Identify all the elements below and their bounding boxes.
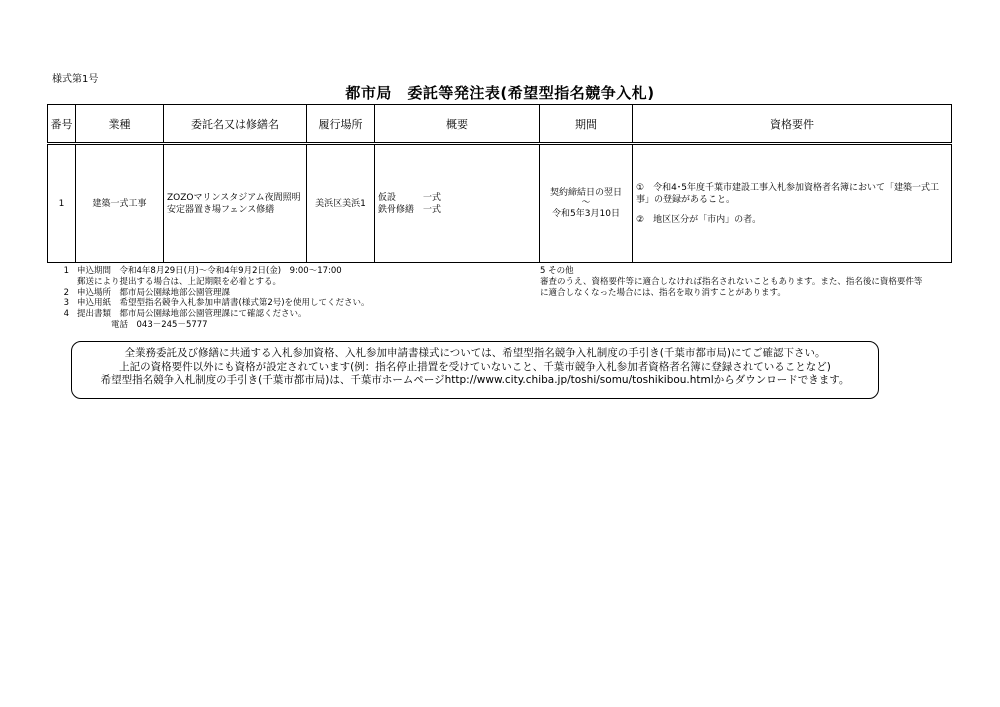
name-line-2: 安定器置き場フェンス修繕 bbox=[167, 204, 275, 215]
note-number: 4 bbox=[63, 309, 69, 320]
summary-line-1: 仮設 一式 bbox=[378, 192, 442, 203]
note-text: 提出書類 都市局公園緑地部公園管理課にて確認ください。 bbox=[77, 309, 307, 320]
notice-line-3: 希望型指名競争入札制度の手引き(千葉市都市局)は、千葉市ホームページhttp://www.city.chiba.jp/toshi/somu/toshikibou.htmlからダウンロードできます。 bbox=[100, 374, 850, 386]
page-title: 都市局 委託等発注表(希望型指名競争入札) bbox=[345, 84, 655, 102]
note-line: 審査のうえ、資格要件等に適合しなければ指名されないこともあります。また、指名後に資格要件等 bbox=[540, 276, 923, 287]
note-text: 申込用紙 希望型指名競争入札参加申請書(様式第2号)を使用してください。 bbox=[77, 298, 370, 309]
header-summary: 概要 bbox=[375, 105, 540, 144]
requirement-2: ② 地区区分が「市内」の者。 bbox=[636, 214, 762, 225]
header-name: 委託名又は修繕名 bbox=[164, 105, 307, 144]
cell-summary bbox=[375, 144, 540, 263]
period-line-1: 契約締結日の翌日 bbox=[549, 188, 622, 198]
requirement-1-line-1: ① 令和4･5年度千葉市建設工事入札参加資格者名簿において「建築一式工 bbox=[636, 182, 940, 193]
header-requirements: 資格要件 bbox=[633, 105, 952, 144]
table-header-row bbox=[48, 105, 952, 144]
period-line-2: ～ bbox=[581, 198, 591, 208]
form-number: 様式第1号 bbox=[52, 74, 99, 85]
note-text: 郵送により提出する場合は、上記期限を必着とする。 bbox=[77, 276, 282, 287]
note-line bbox=[47, 277, 370, 288]
note-text: 申込期間 令和4年8月29日(月)～令和4年9月2日(金) 9:00～17:00 bbox=[77, 266, 342, 276]
cell-name bbox=[164, 144, 307, 263]
summary-line-2: 鉄骨修繕 一式 bbox=[378, 204, 442, 215]
note-number: 2 bbox=[63, 287, 69, 298]
header-industry: 業種 bbox=[76, 105, 164, 144]
requirement-1-line-2: 事」の登録があること。 bbox=[636, 194, 736, 205]
note-line bbox=[47, 298, 370, 309]
notice-box bbox=[71, 341, 879, 399]
note-line bbox=[47, 266, 370, 277]
name-line-1: ZOZOマリンスタジアム夜間照明 bbox=[167, 192, 301, 203]
note-line bbox=[47, 288, 370, 299]
note-heading: 5 その他 bbox=[540, 266, 574, 276]
note-number: 1 bbox=[63, 266, 69, 276]
header-location: 履行場所 bbox=[307, 105, 375, 144]
note-text: 電話 043－245－5777 bbox=[77, 319, 208, 330]
header-period: 期間 bbox=[540, 105, 633, 144]
notes-left bbox=[47, 266, 370, 331]
order-table bbox=[47, 104, 952, 263]
header-number: 番号 bbox=[48, 105, 76, 144]
note-number: 3 bbox=[63, 298, 69, 309]
notice-line-2: 上記の資格要件以外にも資格が設定されています(例：指名停止措置を受けていないこと、千葉市競争入札参加者資格者名簿に登録されていることなど) bbox=[119, 360, 831, 373]
note-line bbox=[47, 320, 370, 331]
cell-requirements bbox=[633, 144, 952, 263]
table-row bbox=[48, 144, 952, 263]
notice-line-1: 全業務委託及び修繕に共通する入札参加資格、入札参加申請書様式については、希望型指名競争入札制度の手引き(千葉市都市局)にてご確認下さい。 bbox=[124, 347, 826, 359]
cell-number: 1 bbox=[48, 144, 76, 263]
cell-period bbox=[540, 144, 633, 263]
period-line-3: 令和5年3月10日 bbox=[552, 209, 620, 219]
note-text: 申込場所 都市局公園緑地部公園管理課 bbox=[77, 287, 231, 298]
note-line: に適合しなくなった場合には、指名を取り消すことがあります。 bbox=[540, 287, 786, 298]
cell-location: 美浜区美浜1 bbox=[307, 144, 375, 263]
notes-right bbox=[540, 266, 922, 298]
note-line bbox=[47, 309, 370, 320]
cell-industry: 建築一式工事 bbox=[76, 144, 164, 263]
